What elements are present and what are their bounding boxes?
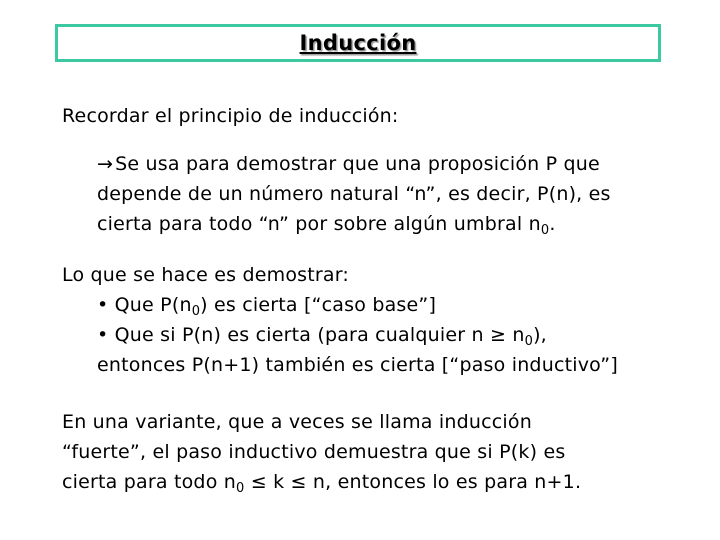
demonstrate-intro: Lo que se hace es demostrar: [62,264,350,286]
definition-line-1 [97,152,600,176]
arrow-icon: → [97,153,114,175]
slide-title: Inducción [299,31,417,55]
bullet-inductive-step [97,323,547,354]
bullet-base-text: • Que P(n [97,294,192,316]
bullet-inductive-continuation: entonces P(n+1) también es cierta [“paso inductivo”] [97,354,618,376]
bullet-inductive-text-end: ), [533,324,547,346]
bullet-base-case [97,293,436,324]
definition-text-3: cierta para todo “n” por sobre algún umbral n [97,213,541,235]
recall-intro: Recordar el principio de inducción: [62,105,399,127]
definition-line-2: depende de un número natural “n”, es decir, P(n), es [97,183,611,205]
variant-line-3 [62,470,581,501]
subscript-zero: 0 [236,481,245,496]
bullet-base-text-end: ) es cierta [“caso base”] [200,294,437,316]
definition-line-3 [97,212,556,243]
variant-text-3-end: ≤ k ≤ n, entonces lo es para n+1. [244,471,582,493]
subscript-zero: 0 [524,334,534,349]
definition-text-3-end: . [549,213,556,235]
title-box [55,24,661,62]
definition-text-1: Se usa para demostrar que una proposición P que [115,153,600,175]
variant-line-2: “fuerte”, el paso inductivo demuestra que si P(k) es [62,441,566,463]
subscript-zero: 0 [540,223,550,238]
bullet-inductive-text: • Que si P(n) es cierta (para cualquier n ≥ n [97,324,525,346]
variant-text-3: cierta para todo n [62,471,236,493]
subscript-zero: 0 [191,304,201,319]
variant-line-1: En una variante, que a veces se llama inducción [62,411,532,433]
